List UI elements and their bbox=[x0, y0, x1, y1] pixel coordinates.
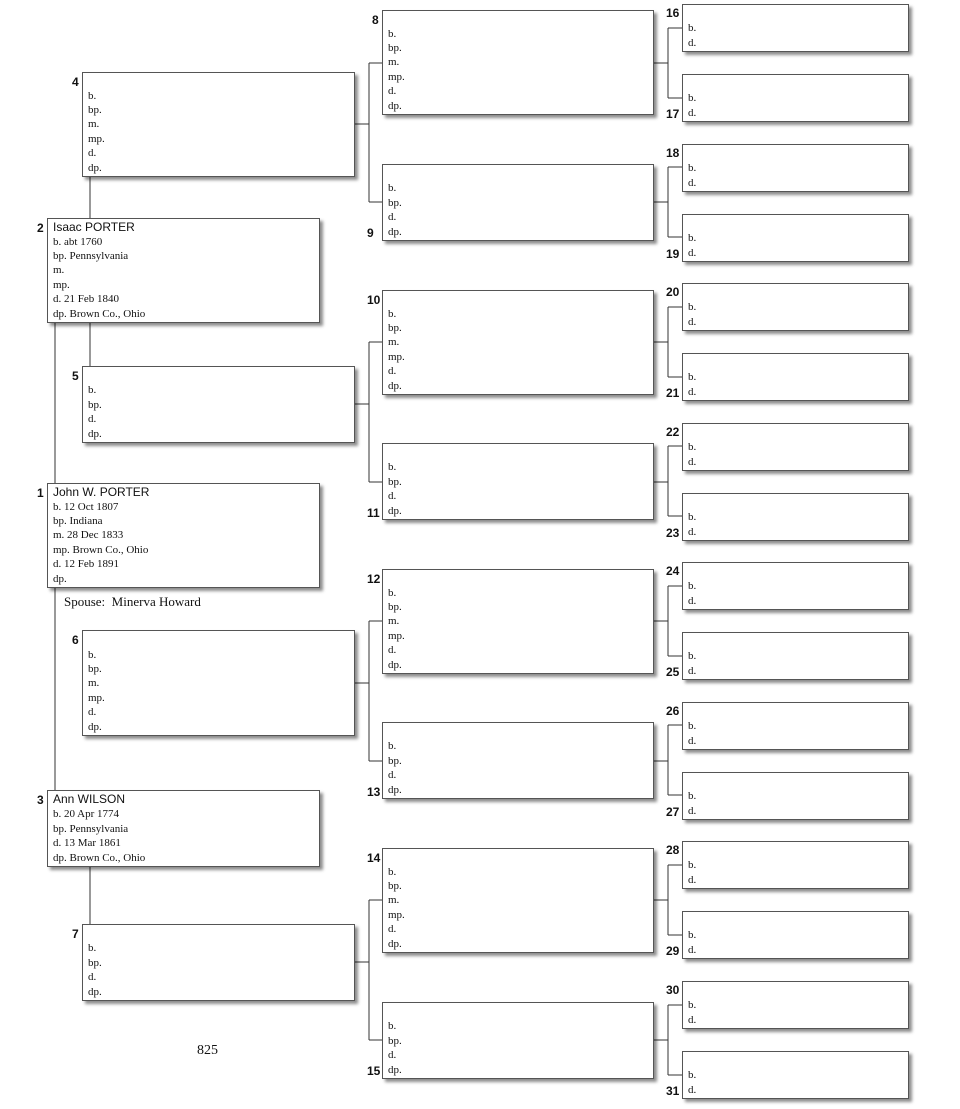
detail-line: d. bbox=[388, 211, 397, 224]
spouse-line bbox=[64, 594, 201, 610]
detail-line: m. bbox=[88, 677, 100, 690]
detail-line: d. bbox=[688, 804, 697, 817]
detail-line: d. bbox=[688, 176, 697, 189]
ancestor-details bbox=[688, 231, 696, 260]
detail-line: m. 28 Dec 1833 bbox=[53, 529, 124, 542]
detail-line: b. bbox=[688, 580, 697, 593]
ancestor-details bbox=[388, 865, 405, 951]
detail-line: mp. Brown Co., Ohio bbox=[53, 543, 149, 556]
detail-line: b. bbox=[688, 232, 697, 245]
detail-line: dp. bbox=[88, 161, 102, 174]
detail-line: d. bbox=[388, 85, 397, 98]
detail-line: b. bbox=[388, 27, 397, 40]
detail-line: d. 12 Feb 1891 bbox=[53, 558, 119, 571]
detail-line: b. abt 1760 bbox=[53, 235, 103, 248]
detail-line: m. bbox=[53, 264, 65, 277]
detail-line: d. bbox=[688, 594, 697, 607]
ancestor-number-25: 25 bbox=[666, 665, 680, 679]
detail-line: dp. bbox=[388, 783, 402, 796]
detail-line: b. bbox=[688, 92, 697, 105]
ancestor-details bbox=[688, 440, 696, 469]
detail-line: b. bbox=[388, 865, 397, 878]
detail-line: mp. bbox=[88, 691, 105, 704]
detail-line: b. bbox=[388, 740, 397, 753]
ancestor-number-21: 21 bbox=[666, 386, 680, 400]
ancestor-box-20 bbox=[682, 283, 909, 331]
ancestor-details bbox=[388, 307, 405, 393]
ancestor-number-3: 3 bbox=[37, 793, 44, 807]
ancestor-number-24: 24 bbox=[666, 564, 680, 578]
detail-line: bp. bbox=[388, 754, 402, 767]
detail-line: b. bbox=[388, 307, 397, 320]
ancestor-number-30: 30 bbox=[666, 983, 680, 997]
detail-line: dp. Brown Co., Ohio bbox=[53, 851, 146, 864]
detail-line: d. bbox=[688, 734, 697, 747]
detail-line: dp. bbox=[388, 504, 402, 517]
ancestor-box-14 bbox=[382, 848, 654, 953]
detail-line: d. bbox=[688, 315, 697, 328]
ancestor-box-11 bbox=[382, 443, 654, 520]
ancestor-number-23: 23 bbox=[666, 526, 680, 540]
ancestor-details bbox=[388, 460, 402, 518]
detail-line: bp. bbox=[388, 322, 402, 334]
detail-line: b. 20 Apr 1774 bbox=[53, 808, 119, 821]
ancestor-box-12 bbox=[382, 569, 654, 674]
ancestor-number-22: 22 bbox=[666, 425, 680, 439]
ancestor-box-10 bbox=[382, 290, 654, 395]
detail-line: dp. bbox=[88, 720, 102, 733]
detail-line: dp. bbox=[388, 225, 402, 238]
ancestor-number-6: 6 bbox=[72, 633, 79, 647]
detail-line: dp. bbox=[388, 658, 402, 671]
ancestor-details bbox=[388, 586, 405, 672]
ancestor-number-16: 16 bbox=[666, 6, 680, 20]
ancestor-box-26 bbox=[682, 702, 909, 750]
ancestor-number-9: 9 bbox=[367, 226, 374, 240]
ancestor-box-21 bbox=[682, 353, 909, 401]
ancestor-box-17 bbox=[682, 74, 909, 122]
ancestor-details bbox=[688, 510, 696, 539]
detail-line: m. bbox=[388, 894, 400, 907]
detail-line: d. bbox=[688, 664, 697, 677]
ancestor-box-27 bbox=[682, 772, 909, 820]
detail-line: d. bbox=[688, 1013, 697, 1026]
ancestor-box-7 bbox=[82, 924, 355, 1001]
ancestor-details bbox=[688, 579, 696, 608]
detail-line: d. bbox=[688, 943, 697, 956]
detail-line: d. bbox=[388, 1049, 397, 1062]
ancestor-details bbox=[88, 383, 102, 441]
detail-line: m. bbox=[88, 118, 100, 131]
detail-line: b. bbox=[688, 720, 697, 733]
detail-line: b. bbox=[688, 162, 697, 175]
detail-line: d. bbox=[688, 385, 697, 398]
ancestor-box-30 bbox=[682, 981, 909, 1029]
detail-line: mp. bbox=[388, 70, 405, 83]
detail-line: d. bbox=[88, 147, 97, 160]
ancestor-details bbox=[688, 649, 696, 678]
detail-line: bp. Pennsylvania bbox=[53, 250, 129, 262]
detail-line: d. bbox=[688, 106, 697, 119]
ancestor-box-5 bbox=[82, 366, 355, 443]
ancestor-number-17: 17 bbox=[666, 107, 680, 121]
ancestor-details bbox=[53, 807, 145, 865]
detail-line: mp. bbox=[88, 132, 105, 145]
detail-line: b. bbox=[88, 384, 97, 397]
detail-line: bp. Indiana bbox=[53, 515, 103, 527]
detail-line: b. bbox=[688, 22, 697, 35]
detail-line: b. bbox=[388, 182, 397, 195]
detail-line: bp. Pennsylvania bbox=[53, 822, 129, 835]
detail-line: bp. bbox=[388, 880, 402, 892]
detail-line: bp. bbox=[388, 475, 402, 488]
detail-line: bp. bbox=[388, 1034, 402, 1047]
detail-line: d. bbox=[388, 490, 397, 503]
detail-line: d. bbox=[388, 769, 397, 782]
ancestor-box-18 bbox=[682, 144, 909, 192]
ancestor-details bbox=[88, 941, 102, 999]
ancestor-box-15 bbox=[382, 1002, 654, 1079]
detail-line: d. bbox=[88, 413, 97, 426]
ancestor-name: Ann WILSON bbox=[53, 792, 126, 806]
detail-line: b. bbox=[688, 999, 697, 1012]
detail-line: b. bbox=[88, 89, 97, 102]
detail-line: dp. bbox=[388, 937, 402, 950]
ancestor-number-31: 31 bbox=[666, 1084, 680, 1098]
ancestor-name: Isaac PORTER bbox=[53, 220, 135, 234]
detail-line: b. bbox=[688, 441, 697, 454]
ancestor-details bbox=[688, 1068, 696, 1097]
ancestor-number-18: 18 bbox=[666, 146, 680, 160]
detail-line: dp. bbox=[388, 1063, 402, 1076]
detail-line: dp. bbox=[88, 985, 102, 998]
detail-line: d. bbox=[88, 971, 97, 984]
detail-line: m. bbox=[388, 615, 400, 628]
detail-line: d. 21 Feb 1840 bbox=[53, 293, 119, 306]
page-number: 825 bbox=[197, 1043, 218, 1058]
ancestor-details bbox=[688, 21, 696, 50]
detail-line: d. bbox=[688, 455, 697, 468]
detail-line: mp. bbox=[53, 278, 70, 291]
ancestor-box-23 bbox=[682, 493, 909, 541]
detail-line: bp. bbox=[388, 42, 402, 54]
detail-line: d. bbox=[688, 246, 697, 259]
ancestor-number-10: 10 bbox=[367, 293, 381, 307]
detail-line: bp. bbox=[88, 398, 102, 411]
ancestor-number-14: 14 bbox=[367, 851, 381, 865]
ancestor-number-2: 2 bbox=[37, 221, 44, 235]
detail-line: b. bbox=[688, 371, 697, 384]
ancestor-details bbox=[688, 91, 696, 120]
detail-line: dp. bbox=[88, 427, 102, 440]
detail-line: mp. bbox=[388, 350, 405, 363]
ancestor-details bbox=[688, 928, 696, 957]
ancestor-details bbox=[88, 89, 105, 175]
detail-line: b. bbox=[688, 511, 697, 524]
detail-line: bp. bbox=[88, 956, 102, 969]
detail-line: bp. bbox=[88, 663, 102, 675]
ancestor-details bbox=[688, 300, 696, 329]
detail-line: b. bbox=[688, 301, 697, 314]
ancestor-number-19: 19 bbox=[666, 247, 680, 261]
detail-line: b. bbox=[88, 942, 97, 955]
ancestor-box-13 bbox=[382, 722, 654, 799]
ancestor-details bbox=[688, 161, 696, 190]
ancestor-number-28: 28 bbox=[666, 843, 680, 857]
ancestor-details bbox=[688, 370, 696, 399]
detail-line: d. bbox=[688, 1083, 697, 1096]
ancestor-box-8 bbox=[382, 10, 654, 115]
ancestor-number-13: 13 bbox=[367, 785, 381, 799]
detail-line: b. bbox=[688, 650, 697, 663]
ancestor-details bbox=[388, 739, 402, 797]
ancestor-box-25 bbox=[682, 632, 909, 680]
ancestor-box-3 bbox=[47, 790, 320, 867]
ancestor-box-19 bbox=[682, 214, 909, 262]
ancestor-box-1 bbox=[47, 483, 320, 588]
detail-line: b. bbox=[688, 1069, 697, 1082]
ancestor-details bbox=[688, 719, 696, 748]
ancestor-box-28 bbox=[682, 841, 909, 889]
ancestor-number-8: 8 bbox=[372, 13, 379, 27]
detail-line: b. bbox=[688, 859, 697, 872]
detail-line: b. bbox=[388, 586, 397, 599]
detail-line: d. bbox=[88, 706, 97, 719]
ancestor-number-4: 4 bbox=[72, 75, 79, 89]
spouse-name: Minerva Howard bbox=[111, 594, 201, 609]
detail-line: d. bbox=[388, 923, 397, 936]
ancestor-details bbox=[53, 500, 148, 586]
ancestor-number-12: 12 bbox=[367, 572, 381, 586]
detail-line: m. bbox=[388, 56, 400, 69]
ancestor-number-5: 5 bbox=[72, 369, 79, 383]
ancestor-details bbox=[388, 181, 402, 239]
detail-line: d. 13 Mar 1861 bbox=[53, 837, 121, 850]
detail-line: b. bbox=[388, 1020, 397, 1033]
ancestor-box-31 bbox=[682, 1051, 909, 1099]
ancestor-details bbox=[53, 235, 145, 321]
ancestor-box-4 bbox=[82, 72, 355, 177]
detail-line: bp. bbox=[88, 104, 102, 116]
detail-line: mp. bbox=[388, 629, 405, 642]
ancestor-details bbox=[388, 1019, 402, 1077]
ancestor-number-26: 26 bbox=[666, 704, 680, 718]
ancestor-details bbox=[88, 648, 105, 734]
ancestor-details bbox=[388, 27, 405, 113]
ancestor-box-24 bbox=[682, 562, 909, 610]
detail-line: d. bbox=[388, 644, 397, 657]
detail-line: b. 12 Oct 1807 bbox=[53, 500, 119, 513]
ancestor-details bbox=[688, 858, 696, 887]
ancestor-details bbox=[688, 789, 696, 818]
detail-line: mp. bbox=[388, 908, 405, 921]
ancestor-box-9 bbox=[382, 164, 654, 241]
ancestor-box-2 bbox=[47, 218, 320, 323]
detail-line: b. bbox=[388, 461, 397, 474]
ancestor-name: John W. PORTER bbox=[53, 485, 150, 499]
detail-line: d. bbox=[688, 36, 697, 49]
ancestor-number-15: 15 bbox=[367, 1064, 381, 1078]
detail-line: b. bbox=[688, 790, 697, 803]
ancestor-number-11: 11 bbox=[367, 506, 380, 520]
detail-line: d. bbox=[688, 873, 697, 886]
ancestor-number-29: 29 bbox=[666, 944, 680, 958]
spouse-label: Spouse: bbox=[64, 594, 106, 609]
ancestor-details bbox=[688, 998, 696, 1027]
ancestor-number-7: 7 bbox=[72, 927, 79, 941]
detail-line: bp. bbox=[388, 601, 402, 613]
ancestor-box-22 bbox=[682, 423, 909, 471]
detail-line: dp. bbox=[388, 379, 402, 392]
detail-line: dp. bbox=[388, 99, 402, 112]
ancestor-box-29 bbox=[682, 911, 909, 959]
ancestor-box-16 bbox=[682, 4, 909, 52]
ancestor-number-1: 1 bbox=[37, 486, 44, 500]
detail-line: bp. bbox=[388, 196, 402, 209]
detail-line: dp. Brown Co., Ohio bbox=[53, 307, 146, 320]
ancestor-number-27: 27 bbox=[666, 805, 680, 819]
detail-line: b. bbox=[688, 929, 697, 942]
detail-line: dp. bbox=[53, 572, 67, 585]
ancestor-box-6 bbox=[82, 630, 355, 736]
ancestor-number-20: 20 bbox=[666, 285, 680, 299]
detail-line: d. bbox=[688, 525, 697, 538]
detail-line: d. bbox=[388, 365, 397, 378]
detail-line: b. bbox=[88, 648, 97, 661]
detail-line: m. bbox=[388, 336, 400, 349]
